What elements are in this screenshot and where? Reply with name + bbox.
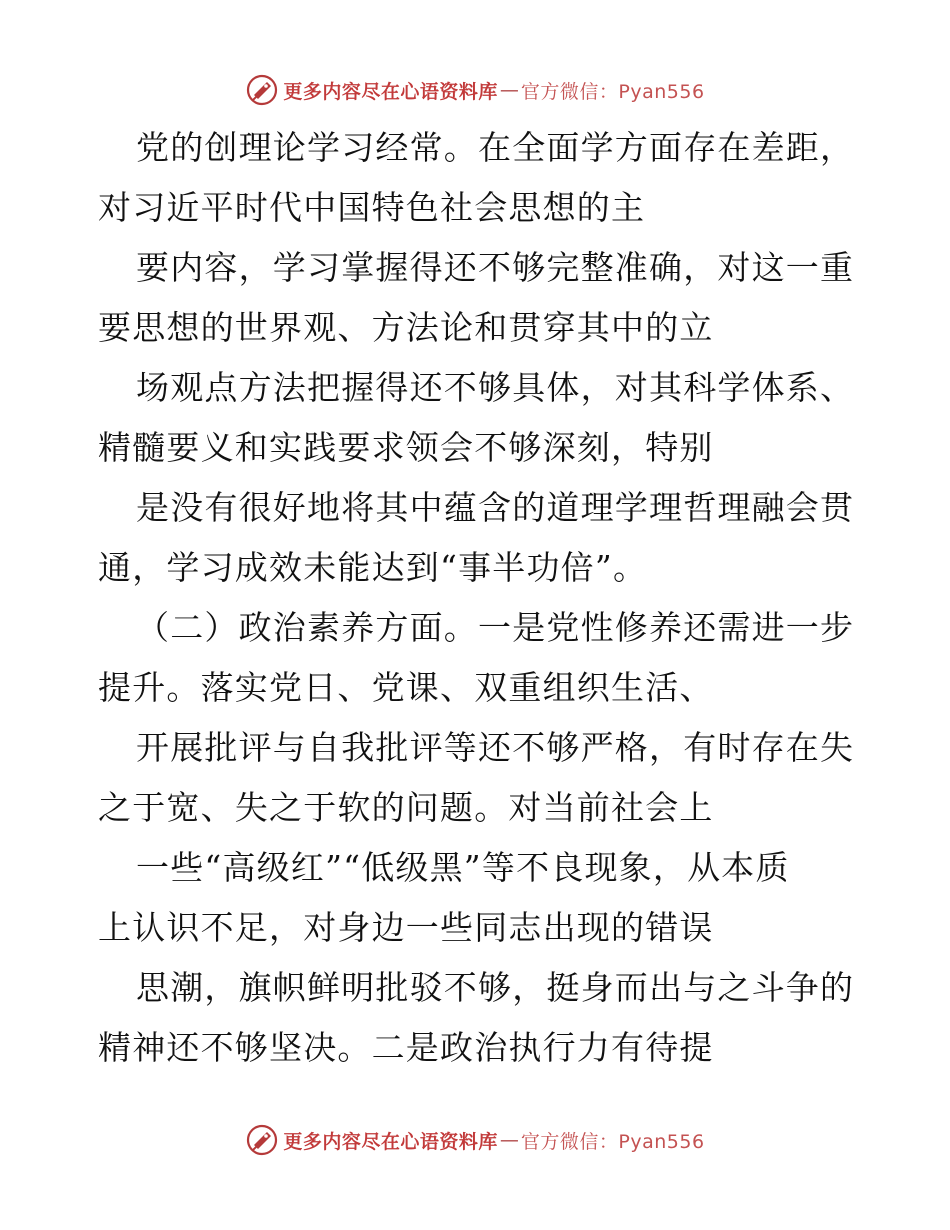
text-line: 精神还不够坚决。二是政治执行力有待提 — [98, 1028, 714, 1067]
text-line: 开展批评与自我批评等还不够严格，有时存在失 — [136, 728, 855, 767]
banner-main-text: 更多内容尽在心语资料库 — [283, 80, 498, 103]
banner-main-text: 更多内容尽在心语资料库 — [283, 1130, 498, 1153]
text-line: 思潮，旗帜鲜明批驳不够，挺身而出与之斗争的 — [136, 968, 855, 1007]
text-line: 场观点方法把握得还不够具体，对其科学体系、 — [136, 368, 855, 407]
text-line: （二）政治素养方面。一是党性修养还需进一步 — [136, 608, 855, 647]
banner-contact-text: 官方微信：Pyan556 — [520, 1130, 705, 1153]
text-line: 是没有很好地将其中蕴含的道理学理哲理融会贯 — [136, 488, 855, 527]
footer-banner — [0, 1120, 950, 1160]
text-line: 一些“高级红”“低级黑”等不良现象，从本质 — [136, 848, 790, 887]
text-line: 上认识不足，对身边一些同志出现的错误 — [98, 908, 714, 947]
header-banner — [0, 70, 950, 110]
banner-contact-text: 官方微信：Pyan556 — [520, 80, 705, 103]
banner-separator: — — [499, 79, 519, 101]
text-line: 之于宽、失之于软的问题。对当前社会上 — [98, 788, 714, 827]
text-line: 通，学习成效未能达到“事半功倍”。 — [98, 548, 648, 587]
text-line: 对习近平时代中国特色社会思想的主 — [98, 188, 646, 227]
pen-nib-logo-icon — [245, 1123, 279, 1157]
text-line: 提升。落实党日、党课、双重组织生活、 — [98, 668, 714, 707]
text-line: 精髓要义和实践要求领会不够深刻，特别 — [98, 428, 714, 467]
text-line: 要思想的世界观、方法论和贯穿其中的立 — [98, 308, 714, 347]
text-line: 要内容，学习掌握得还不够完整准确，对这一重 — [136, 248, 855, 287]
body-text — [98, 118, 858, 1078]
banner-separator: — — [499, 1129, 519, 1151]
text-line: 党的创理论学习经常。在全面学方面存在差距， — [136, 128, 855, 167]
pen-nib-logo-icon — [245, 73, 279, 107]
